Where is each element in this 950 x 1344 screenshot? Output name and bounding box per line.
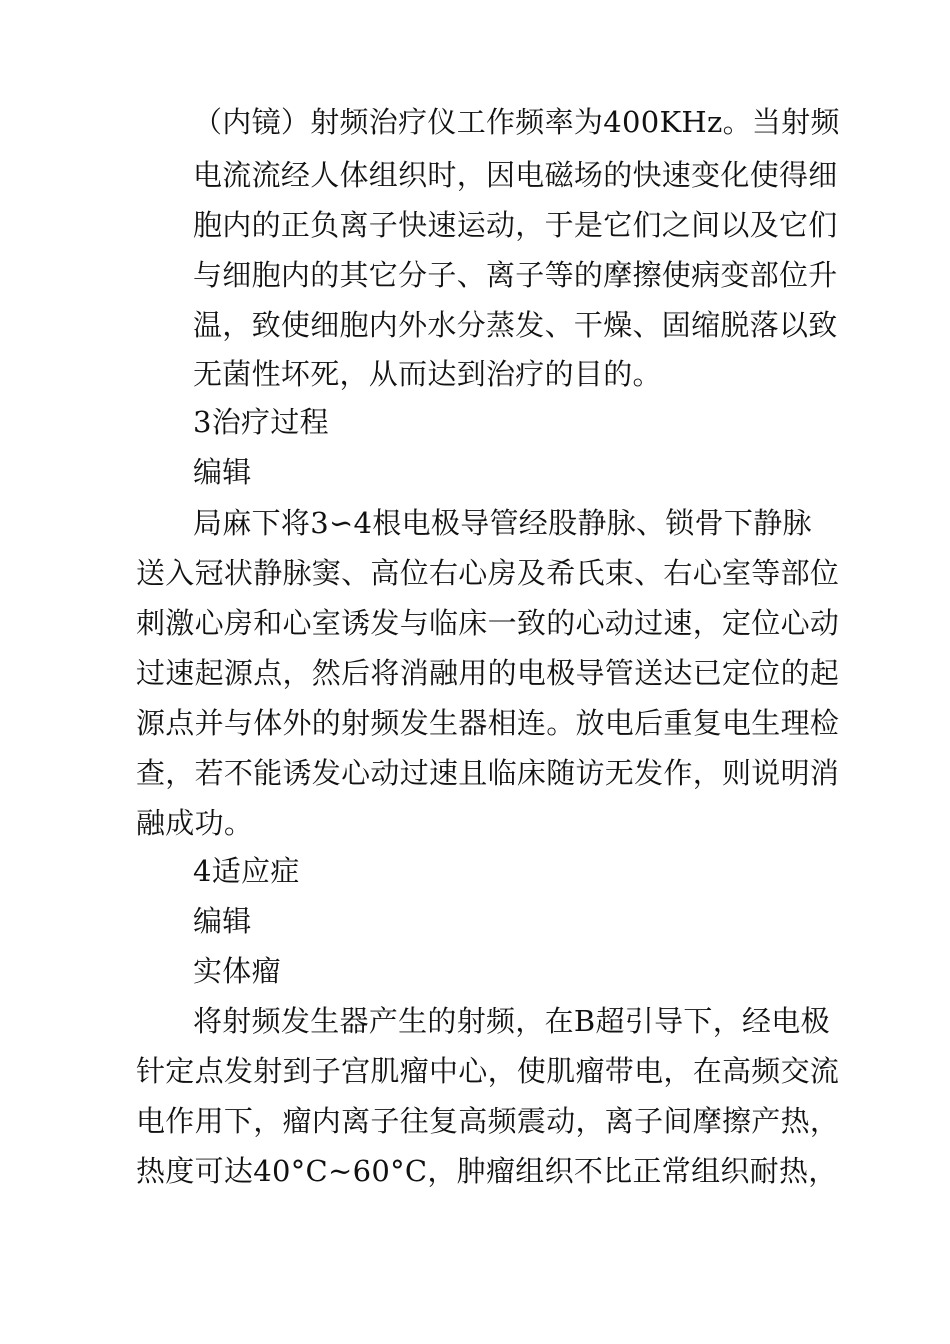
paragraph-line: 温，致使细胞内外水分蒸发、干燥、固缩脱落以致 <box>193 308 838 342</box>
edit-link[interactable]: 编辑 <box>193 904 252 938</box>
section-heading: 4适应症 <box>193 854 300 888</box>
edit-link[interactable]: 编辑 <box>193 455 252 489</box>
paragraph-line: 无菌性坏死，从而达到治疗的目的。 <box>193 357 662 391</box>
paragraph-line: 源点并与体外的射频发生器相连。放电后重复电生理检 <box>136 706 840 740</box>
paragraph-line: 查，若不能诱发心动过速且临床随访无发作，则说明消 <box>136 756 840 790</box>
paragraph-line: （内镜）射频治疗仪工作频率为400KHz。当射频 <box>193 105 840 139</box>
paragraph-line: 热度可达40°C~60°C，肿瘤组织不比正常组织耐热， <box>136 1154 838 1188</box>
paragraph-line: 与细胞内的其它分子、离子等的摩擦使病变部位升 <box>193 258 838 292</box>
paragraph-line: 局麻下将3∽4根电极导管经股静脉、锁骨下静脉 <box>193 506 812 540</box>
section-heading: 3治疗过程 <box>193 405 329 439</box>
paragraph-line: 电作用下，瘤内离子往复高频震动，离子间摩擦产热， <box>136 1104 840 1138</box>
paragraph-line: 针定点发射到子宫肌瘤中心，使肌瘤带电，在高频交流 <box>136 1054 840 1088</box>
paragraph-line: 电流流经人体组织时，因电磁场的快速变化使得细 <box>193 158 838 192</box>
paragraph-line: 胞内的正负离子快速运动，于是它们之间以及它们 <box>193 208 838 242</box>
paragraph-line: 刺激心房和心室诱发与临床一致的心动过速，定位心动 <box>136 606 840 640</box>
paragraph-line: 融成功。 <box>136 806 254 840</box>
subsection-heading: 实体瘤 <box>193 954 281 988</box>
paragraph-line: 过速起源点，然后将消融用的电极导管送达已定位的起 <box>136 656 840 690</box>
paragraph-line: 将射频发生器产生的射频，在B超引导下，经电极 <box>193 1004 830 1038</box>
paragraph-line: 送入冠状静脉窦、高位右心房及希氏束、右心室等部位 <box>136 556 840 590</box>
